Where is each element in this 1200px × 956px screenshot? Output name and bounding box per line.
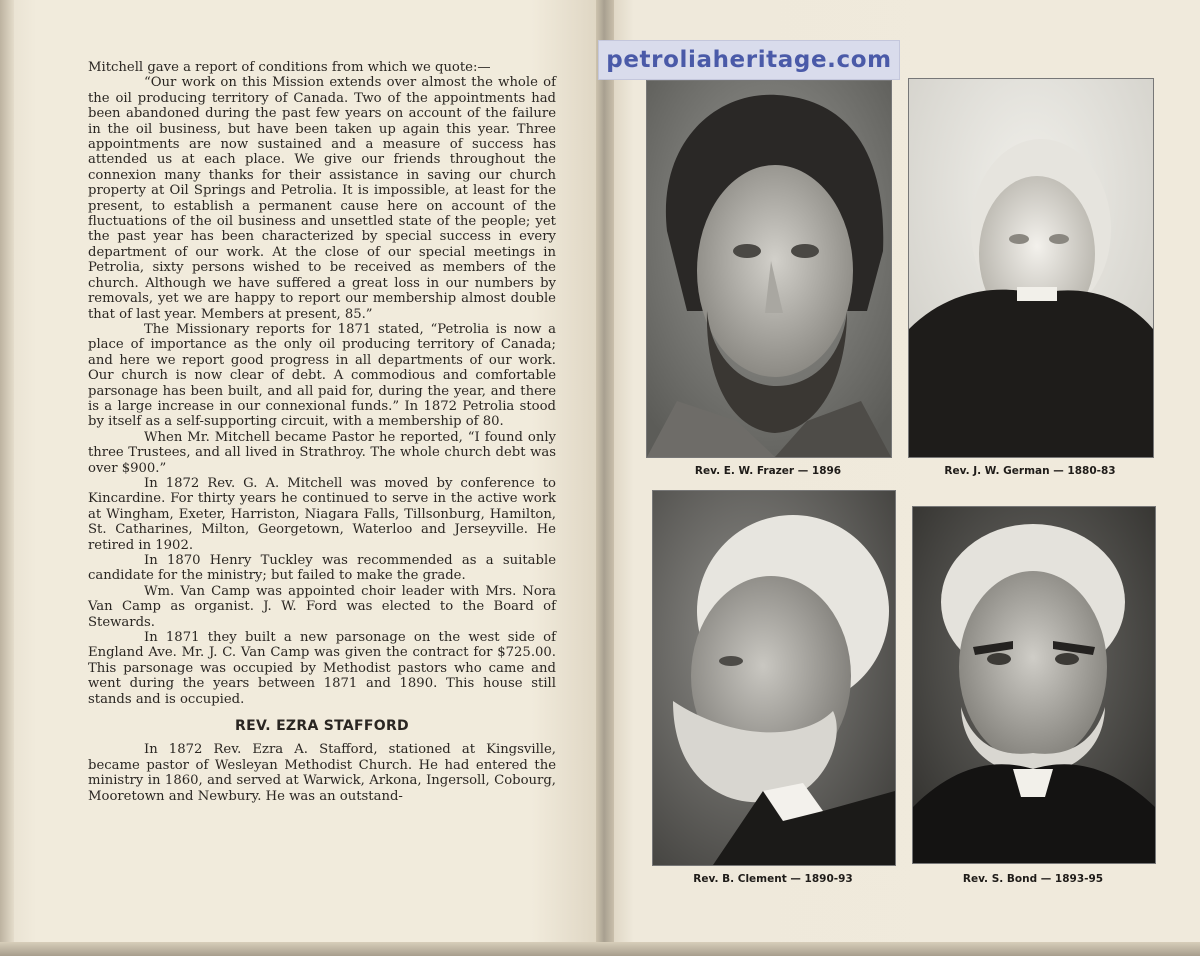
paragraph-intro: Mitchell gave a report of conditions from which we quote:— (88, 60, 491, 75)
body-text-column (88, 60, 556, 804)
paragraph-stafford: In 1872 Rev. Ezra A. Stafford, stationed at Kingsville, became pastor of Wesleyan Methodist Church. He had entered the ministry in 1860, and served at Warwick, Arkona, Ingersoll, Cobourg, Mooretown and Newbury. He was an outstand- (88, 742, 556, 804)
portrait-caption-german: Rev. J. W. German — 1880-83 (944, 465, 1116, 477)
paragraph-missionary-reports: The Missionary reports for 1871 stated, “Petrolia is now a place of importance as the only oil producing territory of Canada; and here we report good progress in all departments of our work. Our church is now clear of debt. A commodious and comfortable parsonage has been built, and all paid for, during the year, and there is a large increase in our connexional funds.” In 1872 Petrolia stood by itself as a self-supporting circuit, with a membership of 80. (88, 321, 556, 430)
page-edge-bottom (0, 942, 1200, 956)
paragraph-choir: Wm. Van Camp was appointed choir leader with Mrs. Nora Van Camp as organist. J. W. Ford was elected to the Board of Stewards. (88, 583, 556, 630)
paragraph-parsonage: In 1871 they built a new parsonage on the west side of England Ave. Mr. J. C. Van Camp was given the contract for $725.00. This parsonage was occupied by Methodist pastors who came and went during the years between 1871 and 1890. This house still stands and is occupied. (88, 630, 556, 707)
portrait-caption-frazer: Rev. E. W. Frazer — 1896 (694, 465, 842, 477)
section-heading: REV. EZRA STAFFORD (235, 718, 409, 735)
watermark-banner: petroliaheritage.com (598, 40, 900, 80)
paragraph-pastor-report: When Mr. Mitchell became Pastor he reported, “I found only three Trustees, and all lived in Strathroy. The whole church debt was over $900.” (88, 429, 556, 476)
portrait-bond (912, 506, 1156, 864)
paragraph-tuckley: In 1870 Henry Tuckley was recommended as a suitable candidate for the ministry; but failed to make the grade. (88, 553, 556, 584)
portrait-frazer (646, 80, 892, 458)
portrait-clement (652, 490, 896, 866)
page-edge-left (0, 0, 14, 956)
book-gutter (596, 0, 614, 956)
portrait-caption-clement: Rev. B. Clement — 1890-93 (693, 873, 853, 885)
paragraph-quote: “Our work on this Mission extends over almost the whole of the oil producing territory of Canada. Two of the appointments had been abandoned during the past few years on account of the failure in the oil business, but have been taken up again this year. Three appointments are now sustained and a measure of success has attended us at each place. We give our friends throughout the connexion many thanks for their assistance in saving our church property at Oil Springs and Petrolia. It is impossible, at least for the present, to establish a permanent cause here on account of the fluctuations of the oil business and unsettled state of the people; yet the past year has been characterized by special success in every department of our work. At the close of our special meetings in Petrolia, sixty persons wished to be received as members of the church. Although we have suffered a great loss in our numbers by removals, yet we are happy to report our membership almost double that of last year. Members at present, 85.” (88, 75, 556, 322)
portrait-caption-bond: Rev. S. Bond — 1893-95 (962, 873, 1104, 885)
portrait-german (908, 78, 1154, 458)
paragraph-kincardine: In 1872 Rev. G. A. Mitchell was moved by conference to Kincardine. For thirty years he continued to serve in the active work at Wingham, Exeter, Harriston, Niagara Falls, Tillsonburg, Hamilton, St. Catharines, Milton, Georgetown, Waterloo and Jerseyville. He retired in 1902. (88, 475, 556, 553)
